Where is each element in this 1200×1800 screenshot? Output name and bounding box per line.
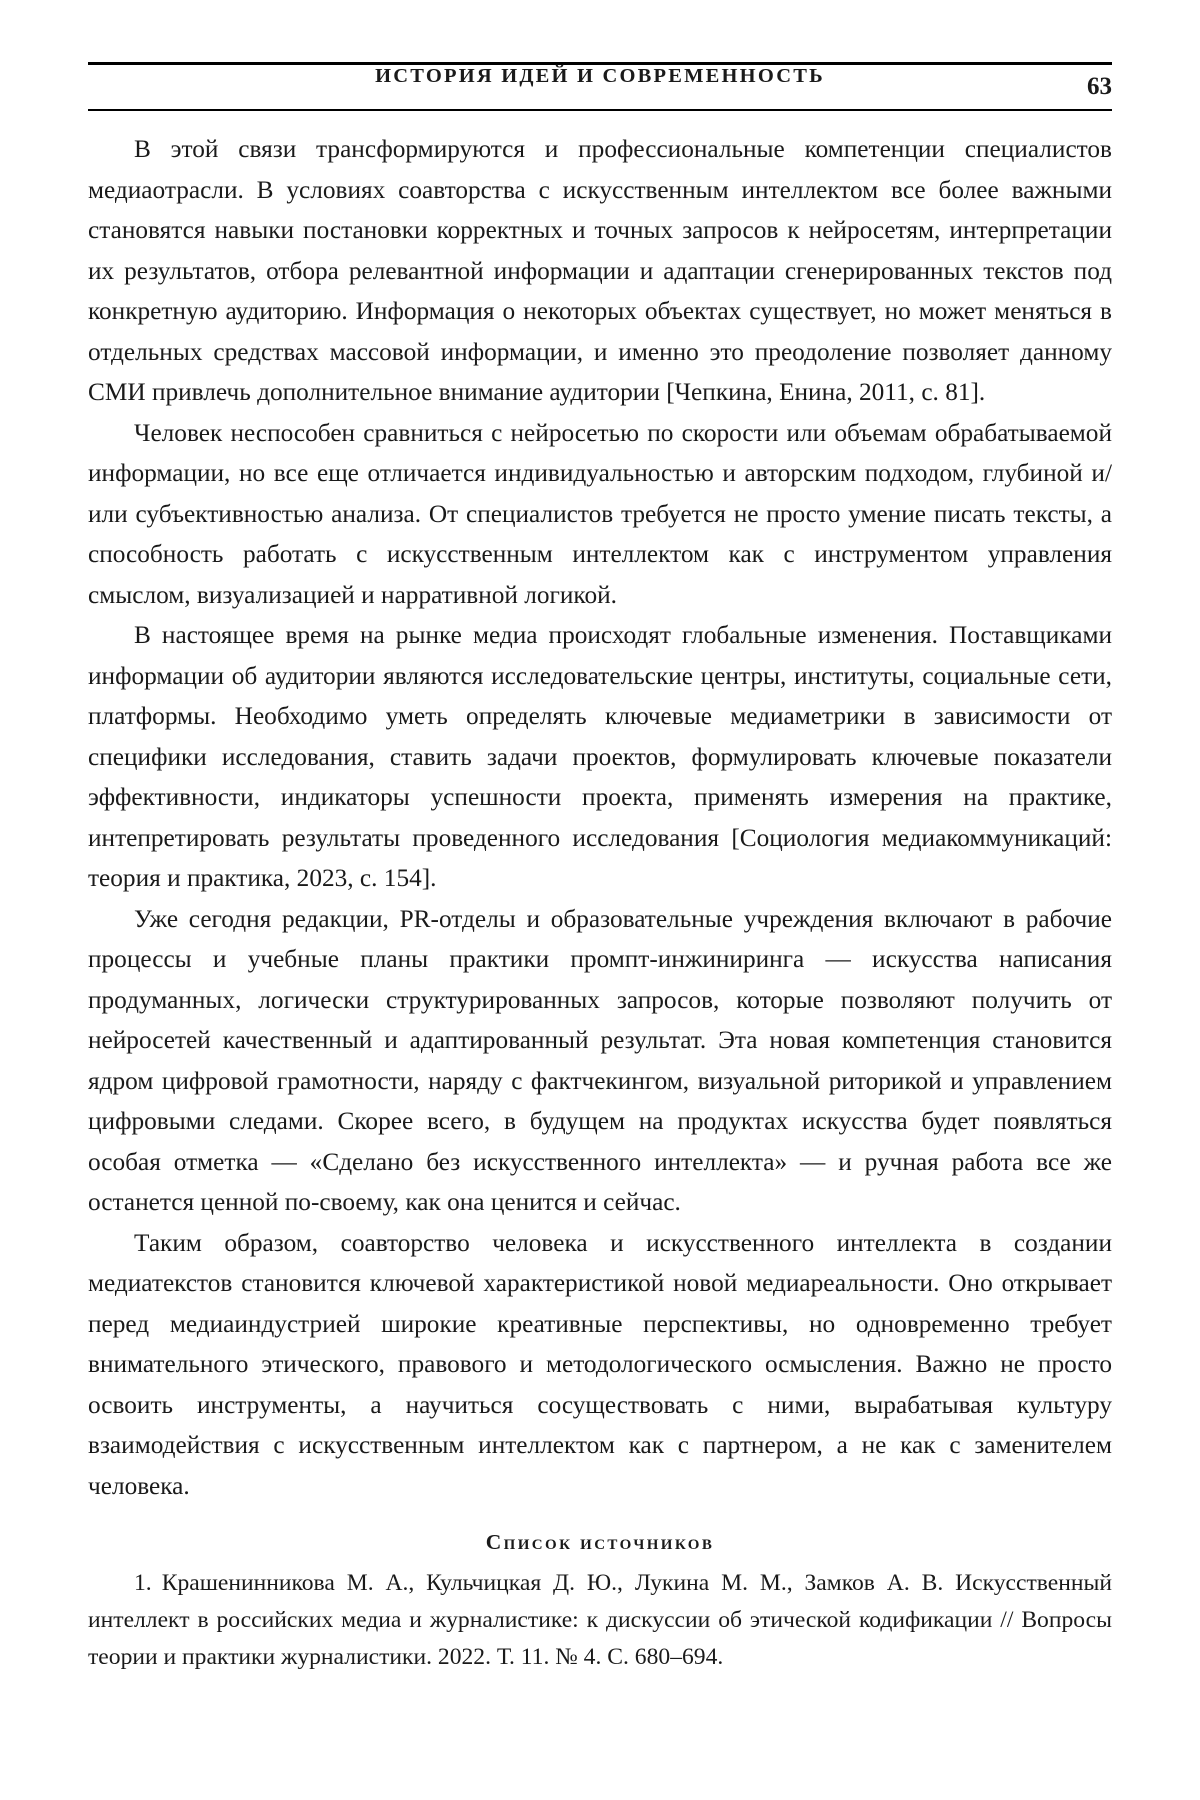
reference-text: Крашенинникова М. А., Кульчицкая Д. Ю., Лукина М. М., Замков А. В. Искусственный интеллект в российских медиа и журналистике: к дискуссии об этической кодификации // Вопросы теории и практики журналистики. 2022. Т. 11. № 4. С. 680–694. <box>88 1570 1112 1670</box>
running-head-rule-bottom <box>88 109 1112 111</box>
references-list <box>88 1565 1112 1676</box>
running-head-title: ИСТОРИЯ ИДЕЙ И СОВРЕМЕННОСТЬ <box>375 65 825 87</box>
paragraph: Таким образом, соавторство человека и искусственного интеллекта в создании медиатекстов становится ключевой характеристикой новой медиареальности. Оно открывает перед медиаиндустрией широкие креативные перспективы, но одновременно требует внимательного этического, правового и методологического осмысления. Важно не просто освоить инструменты, а научиться сосуществовать с ними, вырабатывая культуру взаимодействия с искусственным интеллектом как с партнером, а не как с заменителем человека. <box>88 1228 1112 1500</box>
paragraph: Уже сегодня редакции, PR-отделы и образовательные учреждения включают в рабочие процессы и учебные планы практики промпт-инжиниринга — искусства написания продуманных, логически структурированных запросов, которые позволяют получить от нейросетей качественный и адаптированный результат. Эта новая компетенция становится ядром цифровой грамотности, наряду с фактчекингом, визуальной риторикой и управлением цифровыми следами. Скорее всего, в будущем на продуктах искусства будет появляться особая отметка — «Сделано без искусственного интеллекта» — и ручная работа все же останется ценной по-своему, как она ценится и сейчас. <box>88 904 1112 1216</box>
paragraph: Человек неспособен сравниться с нейросетью по скорости или объемам обрабатываемой информации, но все еще отличается индивидуальностью и авторским подходом, глубиной и/или субъективностью анализа. От специалистов требуется не просто умение писать тексты, а способность работать с искусственным интеллектом как с инструментом управления смыслом, визуализацией и нарративной логикой. <box>88 418 1112 609</box>
running-head-inner <box>88 65 1112 109</box>
paragraph: В настоящее время на рынке медиа происходят глобальные изменения. Поставщиками информации об аудитории являются исследовательские центры, институты, социальные сети, платформы. Необходимо уметь определять ключевые медиаметрики в зависимости от специфики исследования, ставить задачи проектов, формулировать ключевые показатели эффективности, индикаторы успешности проекта, применять измерения на практике, интепретировать результаты проведенного исследования [Социология медиакоммуникаций: теория и практика, 2023, с. 154]. <box>88 621 1112 892</box>
paragraph: В этой связи трансформируются и профессиональные компетенции специалистов медиаотрасли. В условиях соавторства с искусственным интеллектом все более важными становятся навыки постановки корректных и точных запросов к нейросетям, интерпретации их результатов, отбора релевантной информации и адаптации сгенерированных текстов под конкретную аудиторию. Информация о некоторых объектах существует, но может меняться в отдельных средствах массовой информации, и именно это преодоление позволяет данному СМИ привлечь дополнительное внимание аудитории [Чепкина, Енина, 2011, с. 81]. <box>88 135 1112 406</box>
reference-item <box>88 1565 1112 1676</box>
page-content <box>88 62 1112 1676</box>
page-number: 63 <box>1087 73 1112 100</box>
running-head <box>88 62 1112 111</box>
reference-number: 1. <box>134 1570 152 1596</box>
references-heading: Список источников <box>485 1530 715 1554</box>
body-text <box>88 129 1112 1506</box>
